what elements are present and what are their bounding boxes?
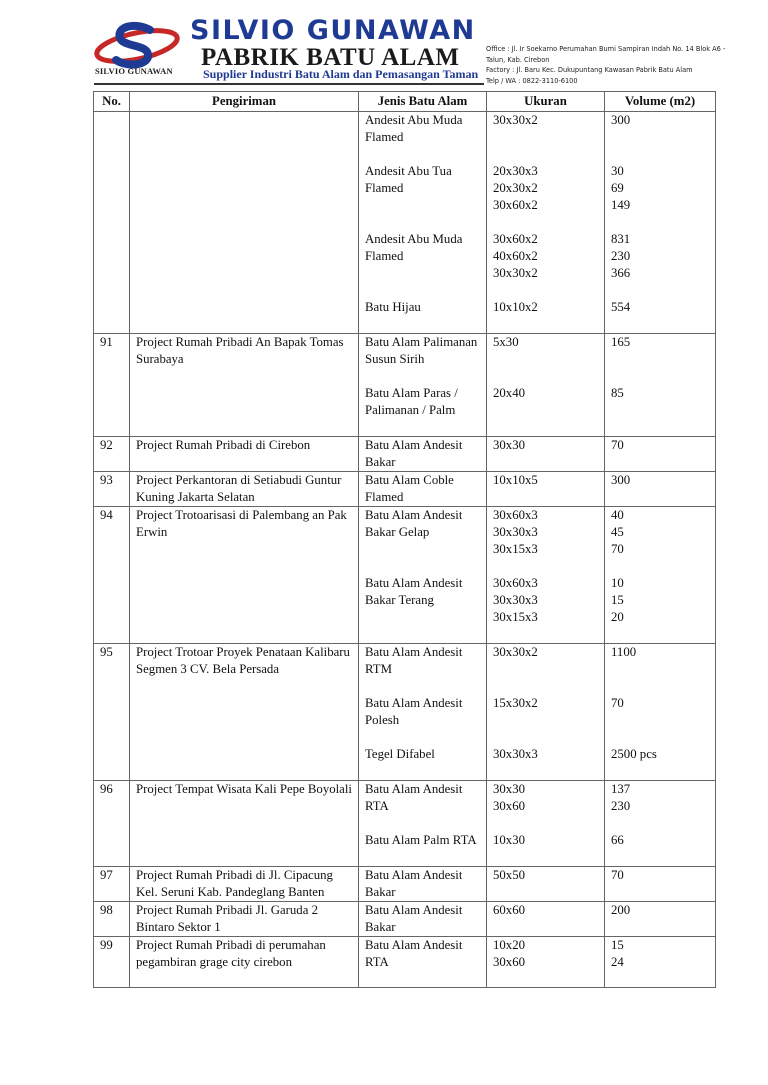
header-pengiriman: Pengiriman [130, 92, 359, 112]
size-cell [487, 781, 605, 867]
company-name: PABRIK BATU ALAM [201, 44, 460, 71]
size-value: 10x30 [493, 833, 525, 847]
project-name: Project Perkantoran di Setiabudi Guntur Kuning Jakarta Selatan [130, 472, 359, 507]
size-group [493, 902, 598, 936]
volume-group [611, 112, 709, 146]
size-cell [487, 334, 605, 437]
header-divider [94, 83, 484, 85]
volume-value: 40 [611, 508, 624, 522]
stone-type: Batu Alam Andesit RTA [365, 938, 463, 969]
size-value: 30x30x3 [493, 525, 538, 539]
size-cell [487, 902, 605, 937]
size-value: 10x10x2 [493, 300, 538, 314]
volume-cell [605, 334, 716, 437]
size-group [493, 507, 598, 558]
volume-value: 45 [611, 525, 624, 539]
volume-group [611, 695, 709, 729]
table-row [94, 644, 716, 781]
stone-type: Batu Alam Andesit Bakar Gelap [365, 508, 463, 539]
size-group [493, 472, 598, 506]
row-number: 93 [94, 472, 130, 507]
size-cell [487, 937, 605, 988]
project-name: Project Rumah Pribadi An Bapak Tomas Surabaya [130, 334, 359, 437]
stone-type: Batu Alam Andesit Polesh [365, 696, 463, 727]
table-header-row [94, 92, 716, 112]
size-value: 30x15x3 [493, 610, 538, 624]
size-value: 30x30 [493, 782, 525, 796]
stone-type: Andesit Abu Muda Flamed [365, 232, 463, 263]
size-group [493, 644, 598, 678]
volume-cell [605, 112, 716, 334]
volume-cell [605, 781, 716, 867]
stone-type-cell [359, 334, 487, 437]
volume-value: 200 [611, 903, 631, 917]
stone-type: Batu Alam Andesit RTA [365, 782, 463, 813]
stone-type: Batu Alam Palm RTA [365, 833, 477, 847]
volume-group [611, 163, 709, 214]
volume-value: 149 [611, 198, 631, 212]
volume-cell [605, 472, 716, 507]
volume-value: 66 [611, 833, 624, 847]
volume-group [611, 867, 709, 901]
brand-name: SILVIO GUNAWAN [190, 15, 476, 46]
size-value: 15x30x2 [493, 696, 538, 710]
size-group [493, 832, 598, 866]
table-row [94, 937, 716, 988]
table-body [94, 112, 716, 988]
volume-group [611, 299, 709, 333]
stone-type-cell [359, 902, 487, 937]
shipment-table [93, 91, 716, 988]
volume-group [611, 832, 709, 866]
stone-type: Batu Alam Paras / Palimanan / Palm [365, 386, 458, 417]
stone-type: Batu Alam Coble Flamed [365, 473, 454, 504]
size-value: 40x60x2 [493, 249, 538, 263]
table-row [94, 507, 716, 644]
project-name: Project Rumah Pribadi di Jl. Cipacung Kel. Seruni Kab. Pandeglang Banten [130, 867, 359, 902]
size-value: 30x30x2 [493, 645, 538, 659]
size-group [493, 575, 598, 626]
size-cell [487, 507, 605, 644]
project-name: Project Trotoarisasi di Palembang an Pak Erwin [130, 507, 359, 644]
volume-value: 230 [611, 799, 631, 813]
stone-type: Batu Alam Andesit Bakar [365, 868, 463, 899]
volume-value: 1100 [611, 645, 637, 659]
row-number: 99 [94, 937, 130, 988]
row-number: 98 [94, 902, 130, 937]
project-name: Project Rumah Pribadi di perumahan pegambiran grage city cirebon [130, 937, 359, 988]
size-cell [487, 437, 605, 472]
size-cell [487, 644, 605, 781]
size-value: 30x60 [493, 799, 525, 813]
table-row [94, 334, 716, 437]
size-value: 30x60x3 [493, 508, 538, 522]
stone-type: Tegel Difabel [365, 747, 435, 761]
stone-type: Batu Alam Andesit RTM [365, 645, 463, 676]
size-value: 20x30x3 [493, 164, 538, 178]
office-address: Office : Jl. Ir Soekarno Perumahan Bumi Sampiran Indah No. 14 Blok A6 - Talun, Kab. Cirebon [486, 45, 726, 64]
volume-value: 20 [611, 610, 624, 624]
volume-value: 70 [611, 696, 624, 710]
stone-type: Batu Alam Andesit Bakar [365, 438, 463, 469]
project-name: Project Trotoar Proyek Penataan Kalibaru Segmen 3 CV. Bela Persada [130, 644, 359, 781]
size-group [493, 334, 598, 368]
size-value: 20x40 [493, 386, 525, 400]
size-value: 30x30x2 [493, 113, 538, 127]
stone-type: Batu Alam Andesit Bakar [365, 903, 463, 934]
table-row [94, 902, 716, 937]
stone-type: Batu Alam Andesit Bakar Terang [365, 576, 463, 607]
volume-value: 69 [611, 181, 624, 195]
header-volume: Volume (m2) [605, 92, 716, 112]
table-row [94, 112, 716, 334]
size-group [493, 231, 598, 282]
size-value: 50x50 [493, 868, 525, 882]
volume-value: 2500 pcs [611, 747, 657, 761]
volume-cell [605, 507, 716, 644]
volume-group [611, 781, 709, 815]
stone-type-cell [359, 644, 487, 781]
size-value: 30x60x2 [493, 232, 538, 246]
size-value: 30x15x3 [493, 542, 538, 556]
size-value: 5x30 [493, 335, 519, 349]
stone-type-cell [359, 472, 487, 507]
stone-type: Batu Alam Palimanan Susun Sirih [365, 335, 478, 366]
volume-value: 70 [611, 542, 624, 556]
size-group [493, 695, 598, 729]
stone-type: Batu Hijau [365, 300, 421, 314]
phone-number: Telp / WA : 0822-3110-6100 [486, 76, 578, 85]
volume-group [611, 437, 709, 471]
volume-group [611, 937, 709, 971]
size-value: 30x60 [493, 955, 525, 969]
volume-group [611, 334, 709, 368]
size-group [493, 385, 598, 419]
row-number: 96 [94, 781, 130, 867]
factory-address: Factory : Jl. Baru Kec. Dukupuntang Kawasan Pabrik Batu Alam [486, 66, 693, 75]
size-group [493, 867, 598, 901]
volume-value: 70 [611, 868, 624, 882]
size-cell [487, 867, 605, 902]
size-value: 30x30x3 [493, 747, 538, 761]
row-number: 97 [94, 867, 130, 902]
row-number: 95 [94, 644, 130, 781]
project-name: Project Rumah Pribadi di Cirebon [130, 437, 359, 472]
volume-cell [605, 437, 716, 472]
volume-value: 831 [611, 232, 631, 246]
volume-cell [605, 644, 716, 781]
project-name: Project Tempat Wisata Kali Pepe Boyolali [130, 781, 359, 867]
volume-value: 15 [611, 938, 624, 952]
volume-group [611, 231, 709, 282]
header-ukuran: Ukuran [487, 92, 605, 112]
row-number: 92 [94, 437, 130, 472]
volume-value: 230 [611, 249, 631, 263]
table-row [94, 437, 716, 472]
volume-group [611, 472, 709, 506]
volume-value: 24 [611, 955, 624, 969]
volume-value: 366 [611, 266, 631, 280]
size-value: 60x60 [493, 903, 525, 917]
volume-value: 30 [611, 164, 624, 178]
size-value: 30x60x3 [493, 576, 538, 590]
size-group [493, 299, 598, 333]
table-row [94, 867, 716, 902]
contact-block [486, 44, 746, 86]
size-group [493, 746, 598, 780]
project-name [130, 112, 359, 334]
size-value: 30x60x2 [493, 198, 538, 212]
volume-group [611, 746, 709, 780]
size-cell [487, 112, 605, 334]
volume-group [611, 507, 709, 558]
logo-caption: SILVIO GUNAWAN [95, 66, 173, 76]
size-value: 10x20 [493, 938, 525, 952]
size-group [493, 437, 598, 471]
volume-value: 70 [611, 438, 624, 452]
volume-value: 554 [611, 300, 631, 314]
row-number [94, 112, 130, 334]
volume-group [611, 902, 709, 936]
volume-cell [605, 902, 716, 937]
size-value: 20x30x2 [493, 181, 538, 195]
stone-type-cell [359, 867, 487, 902]
volume-group [611, 385, 709, 419]
volume-cell [605, 937, 716, 988]
volume-value: 15 [611, 593, 624, 607]
table-row [94, 472, 716, 507]
size-group [493, 163, 598, 214]
size-group [493, 781, 598, 815]
volume-cell [605, 867, 716, 902]
size-value: 10x10x5 [493, 473, 538, 487]
header-jenis: Jenis Batu Alam [359, 92, 487, 112]
volume-value: 137 [611, 782, 631, 796]
volume-value: 10 [611, 576, 624, 590]
stone-type: Andesit Abu Muda Flamed [365, 113, 463, 144]
stone-type-cell [359, 781, 487, 867]
stone-type-cell [359, 507, 487, 644]
volume-group [611, 644, 709, 678]
size-group [493, 937, 598, 971]
volume-value: 85 [611, 386, 624, 400]
header-no: No. [94, 92, 130, 112]
size-value: 30x30 [493, 438, 525, 452]
size-value: 30x30x2 [493, 266, 538, 280]
volume-value: 300 [611, 113, 631, 127]
size-cell [487, 472, 605, 507]
size-group [493, 112, 598, 146]
stone-type-cell [359, 437, 487, 472]
stone-type-cell [359, 112, 487, 334]
table-row [94, 781, 716, 867]
size-value: 30x30x3 [493, 593, 538, 607]
stone-type: Andesit Abu Tua Flamed [365, 164, 452, 195]
volume-value: 165 [611, 335, 631, 349]
project-name: Project Rumah Pribadi Jl. Garuda 2 Bintaro Sektor 1 [130, 902, 359, 937]
volume-value: 300 [611, 473, 631, 487]
company-tagline: Supplier Industri Batu Alam dan Pemasangan Taman [203, 67, 479, 81]
stone-type-cell [359, 937, 487, 988]
volume-group [611, 575, 709, 626]
row-number: 94 [94, 507, 130, 644]
row-number: 91 [94, 334, 130, 437]
